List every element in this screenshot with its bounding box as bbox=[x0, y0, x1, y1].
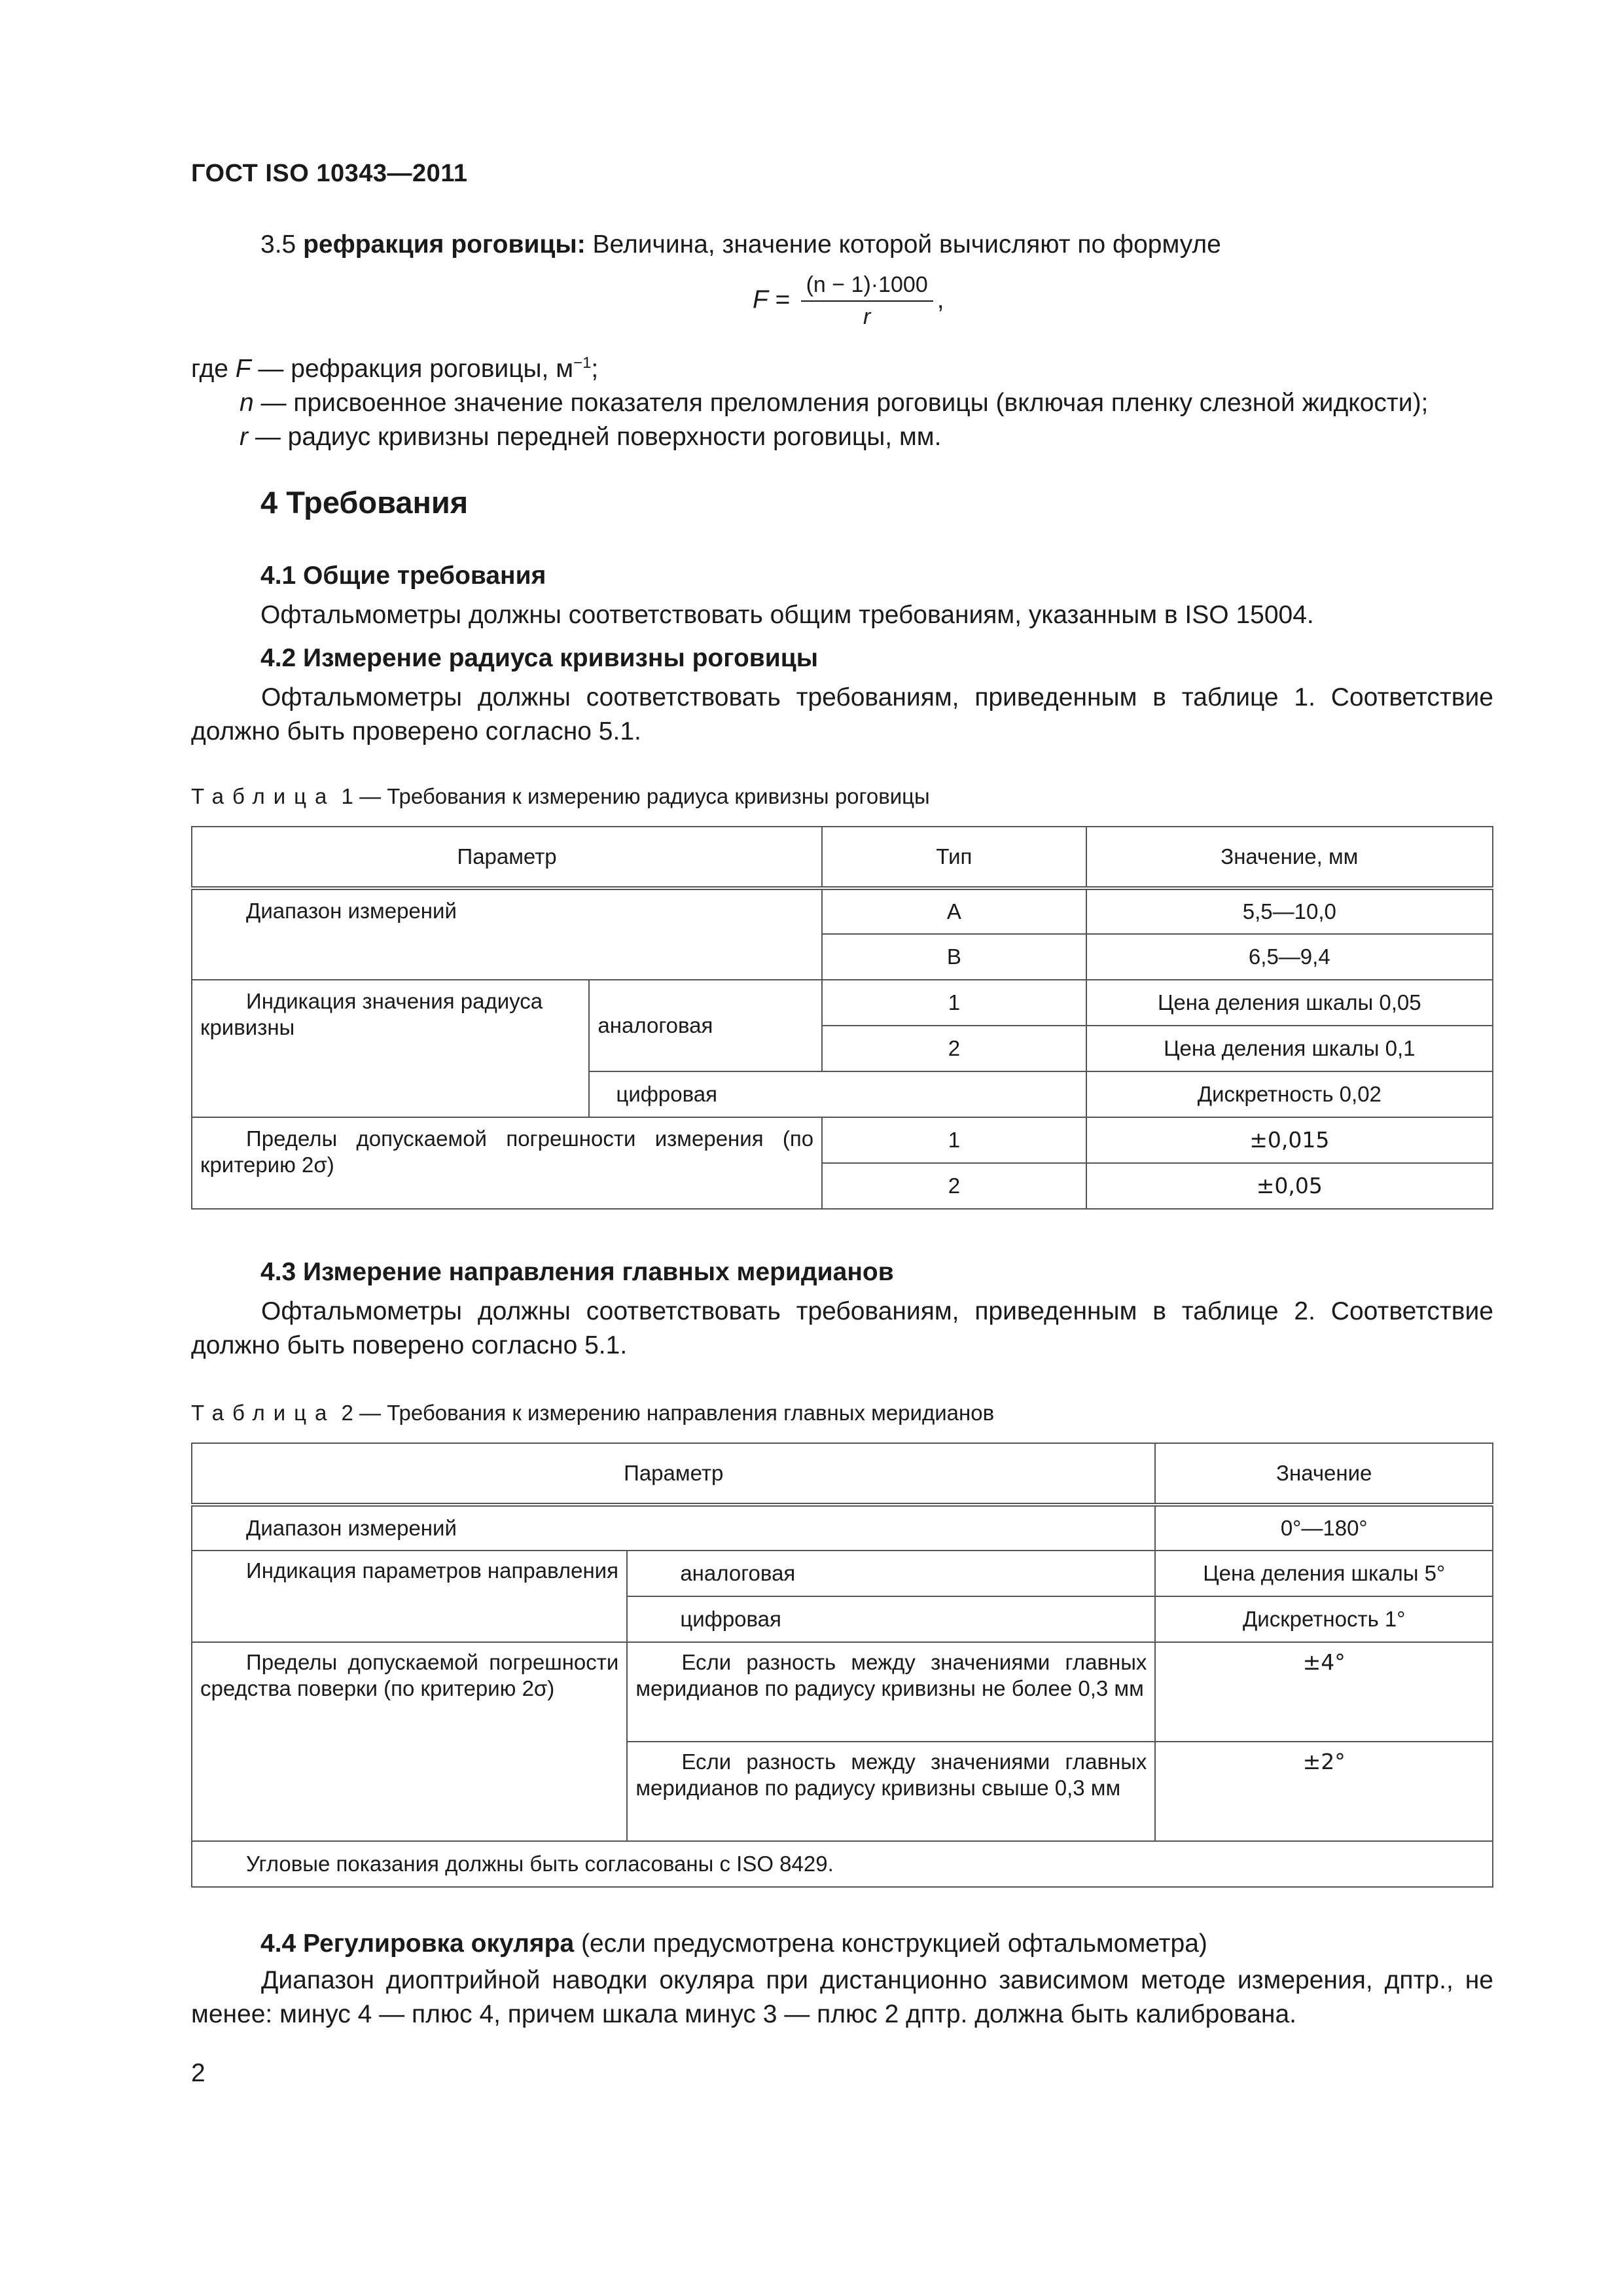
table1-digital-label: цифровая bbox=[589, 1071, 1086, 1117]
table-row bbox=[192, 1642, 1493, 1742]
where-r-line bbox=[240, 420, 941, 454]
table2-caption-text: 2 — Требования к измерению направления главных меридианов bbox=[335, 1401, 995, 1425]
section-4-4-text: Диапазон диоптрийной наводки окуляра при дистанционно зависимом методе измерения, дптр., не менее: минус 4 — плюс 4, причем шкала минус 3 — плюс 2 дптр. должна быть калибрована. bbox=[191, 1966, 1493, 2028]
table1-caption-text: 1 — Требования к измерению радиуса кривизны роговицы bbox=[335, 784, 930, 808]
term-definition: Величина, значение которой вычисляют по формуле bbox=[592, 230, 1221, 259]
table1-caption bbox=[191, 784, 930, 809]
table1-analog-label: аналоговая bbox=[589, 980, 822, 1071]
where-r-text: — радиус кривизны передней поверхности роговицы, мм. bbox=[248, 423, 942, 451]
table2-digital-label: цифровая bbox=[627, 1596, 1155, 1642]
table2-header-param: Параметр bbox=[192, 1443, 1155, 1505]
where-n-line bbox=[240, 386, 1503, 420]
table-row bbox=[192, 1505, 1493, 1551]
formula-fraction bbox=[801, 272, 933, 330]
table1-cell-value: Цена деления шкалы 0,05 bbox=[1086, 980, 1493, 1026]
table1-cell-type: 2 bbox=[822, 1026, 1086, 1071]
table1-cell-value: ±0,015 bbox=[1086, 1117, 1493, 1163]
where-f-exponent: −1 bbox=[573, 354, 592, 372]
table2-analog-value: Цена деления шкалы 5° bbox=[1155, 1551, 1493, 1596]
table-row bbox=[192, 1117, 1493, 1163]
table1-header-value: Значение, мм bbox=[1086, 827, 1493, 888]
where-f-end: ; bbox=[591, 355, 599, 383]
page-number: 2 bbox=[191, 2059, 205, 2087]
section-4-4-title: 4.4 Регулировка окуляра bbox=[260, 1929, 575, 1958]
symbol-n: n bbox=[240, 389, 254, 417]
table2-error-value: ±4° bbox=[1155, 1642, 1493, 1742]
table1-cell-value: 6,5—9,4 bbox=[1086, 934, 1493, 980]
table2-range-value: 0°—180° bbox=[1155, 1505, 1493, 1551]
table1-cell-type: A bbox=[822, 888, 1086, 934]
table2-range-label: Диапазон измерений bbox=[192, 1505, 1155, 1551]
table1-error-label: Пределы допускаемой погрешности измерения (по критерию 2σ) bbox=[192, 1117, 822, 1209]
table2-error-value: ±2° bbox=[1155, 1742, 1493, 1841]
table1-header-param: Параметр bbox=[192, 827, 822, 888]
section-4-1-title: 4.1 Общие требования bbox=[260, 562, 546, 590]
formula bbox=[753, 272, 944, 330]
table1-cell-type: 2 bbox=[822, 1163, 1086, 1209]
section-4-3-text: Офтальмометры должны соответствовать требованиям, приведенным в таблице 2. Соответствие должно быть поверено согласно 5.1. bbox=[191, 1297, 1493, 1359]
table2-caption-word: Таблица bbox=[191, 1401, 336, 1425]
term-3-5 bbox=[260, 228, 1221, 262]
table-row bbox=[192, 1841, 1493, 1887]
section-4-2-text: Офтальмометры должны соответствовать требованиям, приведенным в таблице 1. Соответствие должно быть проверено согласно 5.1. bbox=[191, 683, 1493, 745]
table1-range-label: Диапазон измерений bbox=[192, 888, 822, 980]
table1-indication-label: Индикация значения радиуса кривизны bbox=[192, 980, 589, 1117]
document-header: ГОСТ ISO 10343—2011 bbox=[191, 160, 468, 187]
table2-header-value: Значение bbox=[1155, 1443, 1493, 1505]
table2-error-label: Пределы допускаемой погрешности средства поверки (по критерию 2σ) bbox=[192, 1642, 627, 1841]
table2-indication-label: Индикация параметров направления bbox=[192, 1551, 627, 1642]
table1-header-type: Тип bbox=[822, 827, 1086, 888]
symbol-f: F bbox=[235, 355, 251, 383]
table-row bbox=[192, 980, 1493, 1026]
table2-error-condition: Если разность между значениями главных меридианов по радиусу кривизны не более 0,3 мм bbox=[627, 1642, 1155, 1742]
formula-denominator: r bbox=[863, 304, 871, 329]
table1-header-row bbox=[192, 827, 1493, 888]
section-4-title: 4 Требования bbox=[260, 485, 469, 520]
symbol-r: r bbox=[240, 423, 248, 451]
section-4-2-title: 4.2 Измерение радиуса кривизны роговицы bbox=[260, 644, 819, 672]
where-f-line bbox=[191, 352, 598, 386]
table1-caption-word: Таблица bbox=[191, 784, 336, 808]
table2-header-row bbox=[192, 1443, 1493, 1505]
formula-lhs: F = bbox=[753, 285, 790, 314]
table2-caption bbox=[191, 1401, 994, 1426]
table-1 bbox=[191, 826, 1493, 1210]
table-2 bbox=[191, 1443, 1493, 1888]
table1-cell-type: 1 bbox=[822, 1117, 1086, 1163]
section-4-3-title: 4.3 Измерение направления главных меридианов bbox=[260, 1258, 894, 1286]
table-row bbox=[192, 888, 1493, 934]
where-prefix: где bbox=[191, 355, 228, 383]
term-number: 3.5 bbox=[260, 230, 296, 259]
table-row bbox=[192, 1551, 1493, 1596]
table1-cell-type: B bbox=[822, 934, 1086, 980]
section-4-4-note: (если предусмотрена конструкцией офтальмометра) bbox=[574, 1929, 1207, 1958]
where-n-text: — присвоенное значение показателя преломления роговицы (включая пленку слезной жидкости); bbox=[253, 389, 1429, 417]
table1-cell-value: 5,5—10,0 bbox=[1086, 888, 1493, 934]
table2-note: Угловые показания должны быть согласованы с ISO 8429. bbox=[192, 1841, 1493, 1887]
formula-numerator: (n − 1)·1000 bbox=[801, 272, 933, 302]
section-4-4-title-line bbox=[260, 1927, 1207, 1961]
table1-cell-value: ±0,05 bbox=[1086, 1163, 1493, 1209]
formula-tail: , bbox=[936, 285, 944, 314]
table2-digital-value: Дискретность 1° bbox=[1155, 1596, 1493, 1642]
table1-digital-value: Дискретность 0,02 bbox=[1086, 1071, 1493, 1117]
table1-cell-value: Цена деления шкалы 0,1 bbox=[1086, 1026, 1493, 1071]
table1-cell-type: 1 bbox=[822, 980, 1086, 1026]
where-f-text: — рефракция роговицы, м bbox=[251, 355, 574, 383]
table2-error-condition: Если разность между значениями главных меридианов по радиусу кривизны свыше 0,3 мм bbox=[627, 1742, 1155, 1841]
term-name: рефракция роговицы: bbox=[303, 230, 586, 259]
section-4-1-text: Офтальмометры должны соответствовать общим требованиям, указанным в ISO 15004. bbox=[260, 601, 1314, 629]
table2-analog-label: аналоговая bbox=[627, 1551, 1155, 1596]
